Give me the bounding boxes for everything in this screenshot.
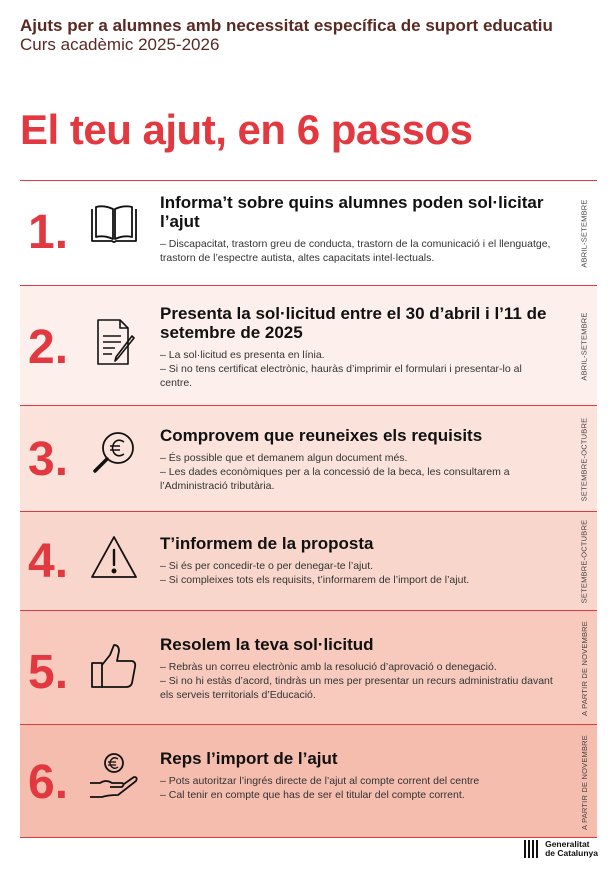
step-title: Comprovem que reuneixes els requisits [160, 426, 483, 445]
document-pen-icon [88, 316, 140, 368]
step-bullet: – Si no tens certificat electrònic, hauràs d’imprimir el formulari i presentar-lo al centre. [160, 363, 522, 389]
page-subtitle: Curs acadèmic 2025-2026 [20, 35, 220, 54]
headline: El teu ajut, en 6 passos [20, 106, 473, 153]
logo-line-2: de Catalunya [545, 848, 598, 858]
step-title: T’informem de la proposta [160, 534, 374, 553]
step-title: Resolem la teva sol·licitud [160, 635, 374, 654]
step-number: 6. [28, 756, 69, 809]
step-period: SETEMBRE-OCTUBRE [579, 519, 589, 604]
step-bullet: – Discapacitat, trastorn greu de conducta, trastorn de la comunicació i el llenguatge, trastorn de l’espectre autista, altes capacitats intel·lectuals. [160, 238, 551, 264]
step-bullet: – Cal tenir en compte que has de ser el titular del compte corrent. [160, 789, 465, 801]
step-number: 4. [28, 535, 69, 588]
step-title: Reps l’import de l’ajut [160, 749, 338, 768]
euro-magnifier-icon [88, 426, 140, 478]
warning-icon [88, 532, 140, 584]
step-bullet: – Si és per concedir-te o per denegar-te l’ajut. [160, 560, 374, 572]
step-3 [20, 405, 597, 511]
generalitat-emblem-icon [524, 840, 540, 858]
step-period: A PARTIR DE NOVEMBRE [579, 620, 589, 716]
step-number: 3. [28, 433, 69, 486]
thumbs-up-icon [88, 641, 140, 693]
step-bullet: – Si compleixes tots els requisits, t’informarem de l’import de l’ajut. [160, 574, 470, 586]
step-number: 5. [28, 646, 69, 699]
step-bullet: – Pots autoritzar l’ingrés directe de l’ajut al compte corrent del centre [160, 775, 480, 787]
step-2 [20, 285, 597, 405]
euro-hand-icon [88, 751, 140, 803]
book-icon [88, 199, 140, 251]
step-bullet: – Si no hi estàs d’acord, tindràs un mes per presentar un recurs administratiu davant els serveis territorials d’Educació. [160, 675, 553, 701]
generalitat-logo [524, 840, 598, 858]
step-bullet: – Rebràs un correu electrònic amb la resolució d’aprovació o denegació. [160, 661, 497, 673]
step-period: ABRIL-SETEMBRE [579, 199, 589, 268]
step-period: SETEMBRE-OCTUBRE [579, 417, 589, 501]
page-header [20, 16, 590, 54]
step-bullet: – La sol·licitud es presenta en línia. [160, 349, 325, 361]
step-bullet: – És possible que et demanem algun document més. [160, 452, 408, 464]
logo-line-1: Generalitat [545, 839, 590, 849]
page-title: Ajuts per a alumnes amb necessitat específica de suport educatiu [20, 16, 553, 35]
step-4 [20, 511, 597, 610]
step-title: Presenta la sol·licitud entre el 30 d’abril i l’11 de setembre de 2025 [160, 304, 547, 342]
step-title: Informa’t sobre quins alumnes poden sol·licitar l’ajut [160, 193, 544, 231]
step-1 [20, 180, 597, 285]
step-5 [20, 610, 597, 724]
step-period: A PARTIR DE NOVEMBRE [579, 734, 589, 830]
step-6 [20, 724, 597, 838]
step-period: ABRIL-SETEMBRE [579, 311, 589, 381]
step-number: 1. [28, 206, 69, 259]
step-bullet: – Les dades econòmiques per a la concessió de la beca, les consultarem a l’Administració tributària. [160, 466, 510, 492]
steps-list [20, 180, 597, 838]
step-number: 2. [28, 321, 69, 374]
